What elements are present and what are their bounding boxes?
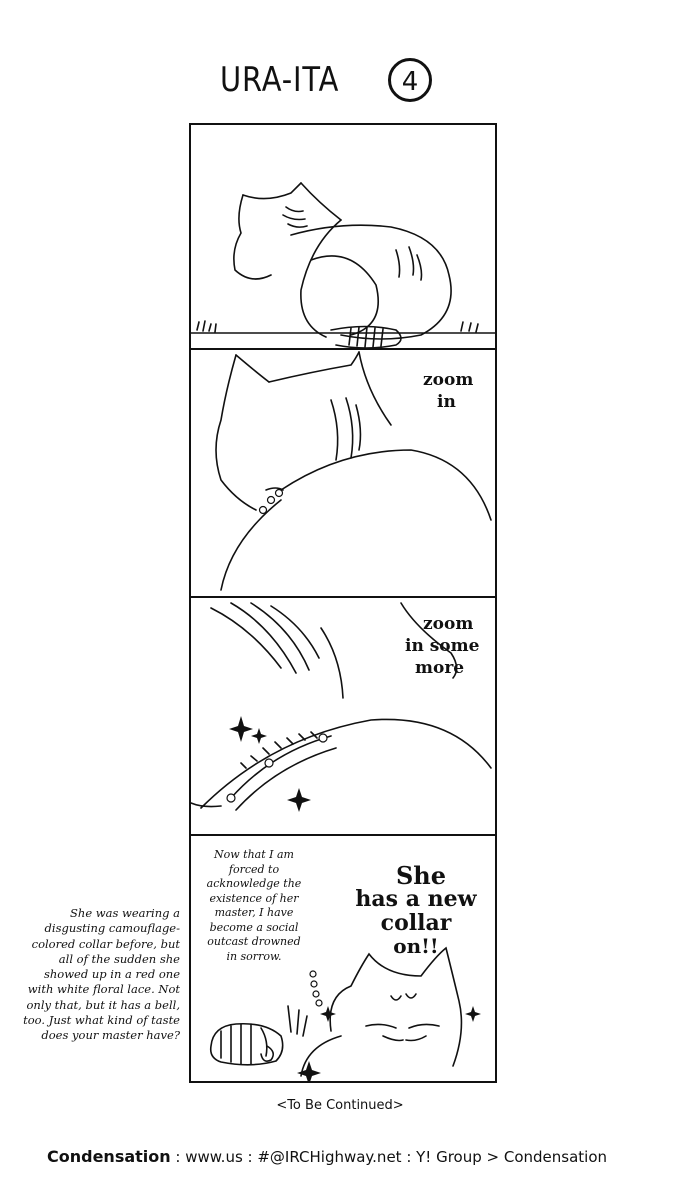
panel-1 — [189, 123, 497, 350]
cat-back-illustration — [191, 125, 497, 350]
sfx-in: in — [437, 392, 456, 412]
sfx-zoom: zoom — [423, 370, 474, 390]
panel-4-narration: Now that I am forced to acknowledge the existence of her master, I have become a social outcast drowned in sorrow. — [206, 848, 302, 963]
credits-text: : www.us : #@IRCHighway.net : Y! Group > Condensation — [170, 1148, 608, 1166]
title-text: URA-ITA — [220, 60, 340, 100]
sfx-zoom-2: zoom — [423, 614, 474, 634]
chapter-number-badge: 4 — [388, 58, 432, 102]
comic-strip — [189, 123, 497, 1083]
panel-3 — [189, 596, 497, 836]
group-name: Condensation — [47, 1147, 171, 1166]
shout-has-a-new: has a new — [355, 886, 477, 912]
panel-2 — [189, 348, 497, 598]
panel-4 — [189, 834, 497, 1083]
shout-collar: collar — [380, 910, 452, 936]
sfx-in-some: in some — [405, 636, 480, 656]
credits-line — [47, 1147, 667, 1166]
shout-she: She — [395, 861, 447, 890]
shout-on: on!! — [393, 934, 439, 958]
side-note: She was wearing a disgusting camouflage-colored collar before, but all of the sudden she showed up in a red one with white floral lace. Not only that, but it has a bell, too. Just what kind of taste does your master have? — [23, 906, 180, 1043]
page-title — [210, 54, 480, 104]
to-be-continued: <To Be Continued> — [276, 1098, 404, 1113]
sfx-more: more — [415, 658, 465, 678]
